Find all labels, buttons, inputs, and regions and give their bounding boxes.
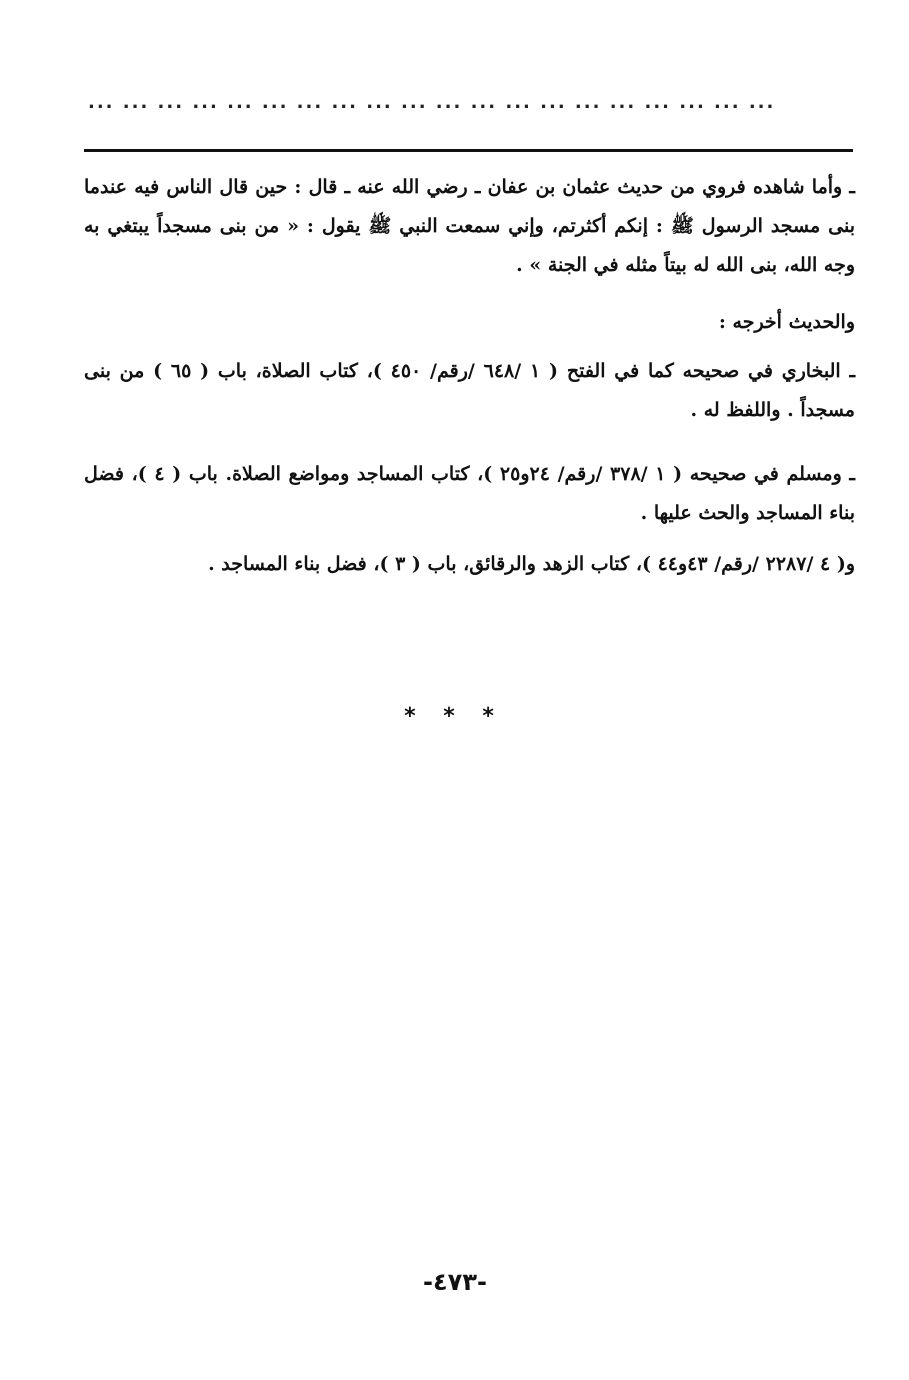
horizontal-rule <box>84 149 853 152</box>
section-separator-stars: * * * <box>404 704 504 729</box>
page-number: -٤٧٣- <box>423 1268 487 1296</box>
paragraph-hadith-witness: ـ وأما شاهده فروي من حديث عثمان بن عفان ـ رضي الله عنه ـ قال : حين قال الناس فيه عندما بنى مسجد الرسول ﷺ : إنكم أكثرتم، وإني سمعت النبي ﷺ يقول : « من بنى مسجداً يبتغي به وجه الله، بنى الله له بيتاً مثله في الجنة » . <box>84 176 855 276</box>
paragraph-bukhari-reference: ـ البخاري في صحيحه كما في الفتح ( ١ /٦٤٨ /رقم/ ٤٥٠ )، كتاب الصلاة، باب ( ٦٥ ) من بنى مسجداً . واللفظ له . <box>84 360 856 421</box>
paragraph-takhrij-heading: والحديث أخرجه : <box>718 311 855 333</box>
ellipsis-row: ... ... ... ... ... ... ... ... ... ... ... ... ... ... ... ... ... ... ... ... <box>88 92 776 113</box>
paragraph-muslim-reference: ـ ومسلم في صحيحه ( ١ /٣٧٨ /رقم/ ٢٤و٢٥ )، كتاب المساجد ومواضع الصلاة. باب ( ٤ )، فضل بناء المساجد والحث عليها . <box>84 463 855 524</box>
paragraph-muslim-zuhd-reference: و( ٤ /٢٢٨٧ /رقم/ ٤٣و٤٤ )، كتاب الزهد والرقائق، باب ( ٣ )، فضل بناء المساجد . <box>208 553 855 575</box>
